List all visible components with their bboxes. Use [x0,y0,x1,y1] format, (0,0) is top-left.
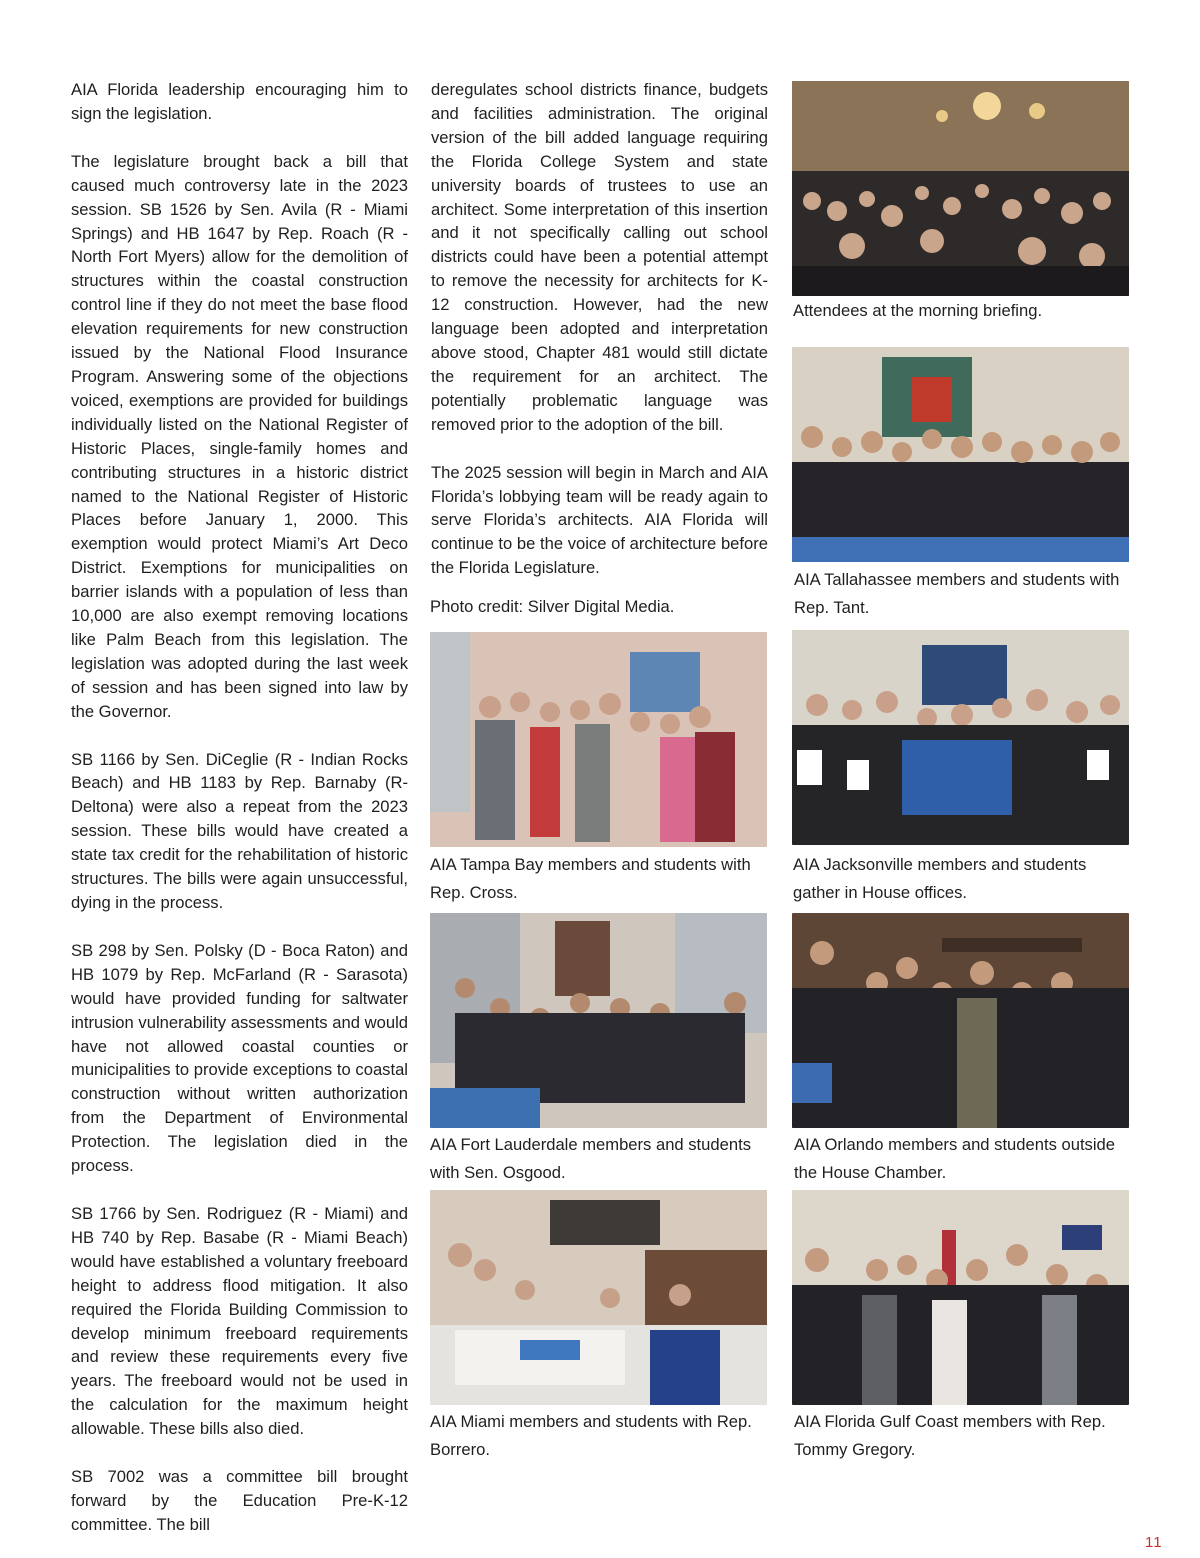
caption-orlando: AIA Orlando members and students outside the House Chamber. [794,1135,1115,1182]
photo-gulf-coast [792,1190,1129,1405]
caption-tampa-bay: AIA Tampa Bay members and students with Rep. Cross. [430,855,751,902]
caption-gulf-coast: AIA Florida Gulf Coast members with Rep. Tommy Gregory. [794,1412,1106,1459]
caption-miami: AIA Miami members and students with Rep. Borrero. [430,1412,752,1459]
photo-tampa-bay [430,632,767,847]
page-number: 11 [1145,1534,1163,1551]
paragraph: SB 298 by Sen. Polsky (D - Boca Raton) and HB 1079 by Rep. McFarland (R - Sarasota) would have provided funding for saltwater intrusion vulnerability assessments and would have not allowed coastal counties or municipalities to provide exceptions to coastal construction without written authorization from the Department of Environmental Protection. The legislation died in the process. [71,940,408,1176]
paragraph: The legislature brought back a bill that caused much controversy late in the 2023 session. SB 1526 by Sen. Avila (R - Miami Springs) and HB 1647 by Rep. Roach (R - North Fort Myers) allow for the demolition of structures within the coastal construction control line if they do not meet the base flood elevation requirements for new construction issued by the National Flood Insurance Program. Answering some of the objections voiced, exemptions are provided for buildings individually listed on the National Register of Historic Places, single-family homes and contributing structures in a historic district named to the National Register of Historic Places before January 1, 2000. This exemption would protect Miami’s Art Deco District. Exemptions for municipalities on barrier islands with a population of less than 10,000 are also exempt removing locations like Palm Beach from this legislation. The legislation was adopted during the last week of session and has been signed into law by the Governor. [71,151,408,721]
text-column-left [71,78,408,1537]
text-column-middle [431,78,768,580]
photo-credit: Photo credit: Silver Digital Media. [430,597,675,616]
paragraph: SB 7002 was a committee bill brought forward by the Education Pre-K-12 committee. The bill [71,1467,408,1534]
photo-jacksonville [792,630,1129,845]
photo-fort-lauderdale [430,913,767,1128]
paragraph: AIA Florida leadership encouraging him to sign the legislation. [71,80,408,123]
paragraph: The 2025 session will begin in March and AIA Florida’s lobbying team will be ready again to serve Florida’s architects. AIA Florida will continue to be the voice of architecture before the Florida Legislature. [431,462,768,578]
caption-jacksonville: AIA Jacksonville members and students gather in House offices. [793,855,1087,902]
photo-miami [430,1190,767,1405]
caption-morning-briefing: Attendees at the morning briefing. [793,301,1043,320]
paragraph: SB 1766 by Sen. Rodriguez (R - Miami) and HB 740 by Rep. Basabe (R - Miami Beach) would have established a voluntary freeboard height to address flood mitigation. It also required the Florida Building Commission to develop minimum freeboard requirements and review these requirements every five years. The freeboard would not be used in the calculation for the maximum height allowable. These bills also died. [71,1203,408,1439]
caption-tallahassee: AIA Tallahassee members and students with Rep. Tant. [794,570,1120,617]
paragraph: deregulates school districts finance, budgets and facilities administration. The original version of the bill added language requiring the Florida College System and state university boards of trustees to use an architect. Some interpretation of this insertion and it not specifically calling out school districts could have been a potential attempt to remove the necessity for architects for K-12 construction. However, had the new language been adopted and interpretation above stood, Chapter 481 would still dictate the requirement for an architect. The potentially problematic language was removed prior to the adoption of the bill. [431,80,768,434]
photo-orlando [792,913,1129,1128]
photo-tallahassee [792,347,1129,562]
caption-fort-lauderdale: AIA Fort Lauderdale members and students with Sen. Osgood. [430,1135,751,1182]
paragraph: SB 1166 by Sen. DiCeglie (R - Indian Rocks Beach) and HB 1183 by Rep. Barnaby (R-Deltona) were also a repeat from the 2023 session. These bills would have created a state tax credit for the rehabilitation of historic structures. The bills were again unsuccessful, dying in the process. [71,749,408,912]
photo-morning-briefing [792,81,1129,296]
